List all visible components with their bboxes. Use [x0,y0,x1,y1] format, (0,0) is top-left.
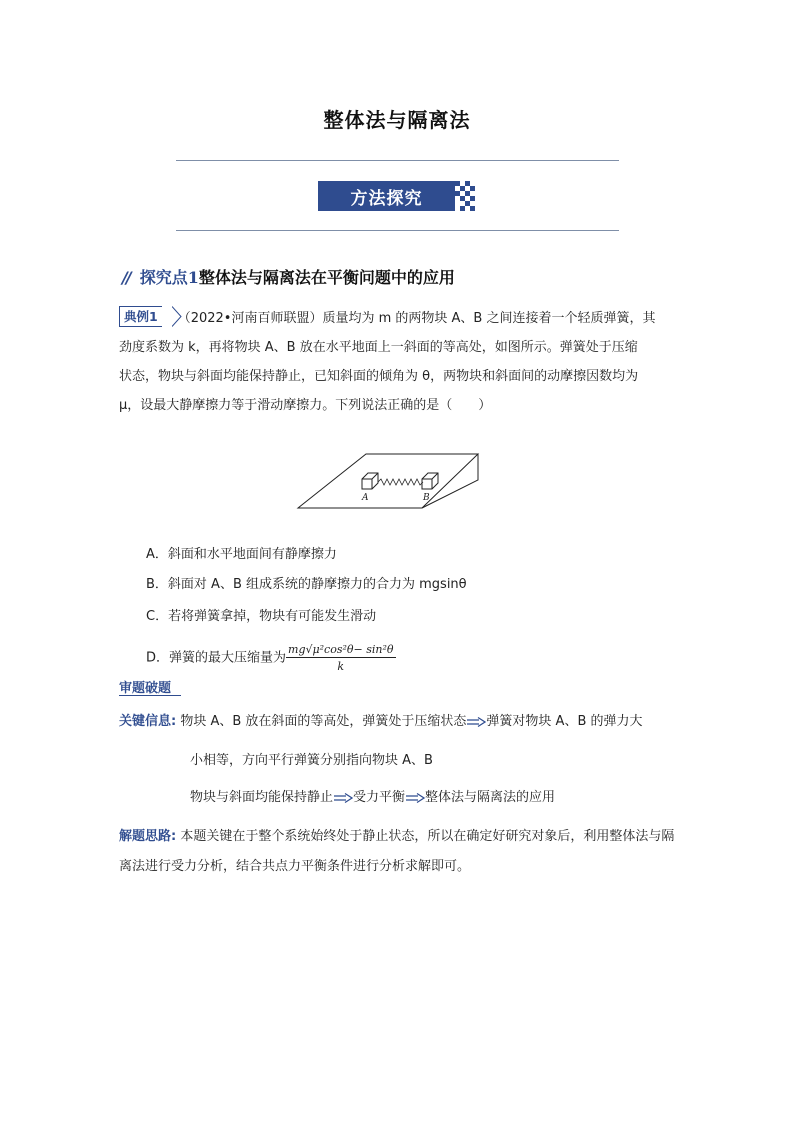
right-arrow-icon [466,717,486,727]
checker-pattern-icon [455,181,477,211]
key-info-part1: 物块 A、B 放在斜面的等高处，弹簧处于压缩状态 [176,714,467,729]
example-text-1: （2022•河南百师联盟）质量均为 m 的两物块 A、B 之间连接着一个轻质弹簧，其 [177,311,656,326]
example-line-3: 状态，物块与斜面均能保持静止，已知斜面的倾角为 θ，两物块和斜面间的动摩擦因数均为 [119,369,639,384]
bottom-divider [176,230,619,231]
section-heading [122,265,455,288]
option-a: A．斜面和水平地面间有静摩擦力 [146,547,337,562]
example-line-4: μ，设最大静摩擦力等于滑动摩擦力。下列说法正确的是（ ） [119,398,492,413]
fraction-denominator: k [337,660,345,673]
example-problem [119,304,677,420]
label-b: B [423,493,430,503]
review-underline [119,695,181,696]
method-banner: 方法探究 [318,181,455,211]
option-b: B．斜面对 A、B 组成系统的静摩擦力的合力为 mgsinθ [146,577,467,592]
example-tag [119,306,162,327]
spring [378,479,423,485]
example-tag-label: 典例1 [124,309,158,324]
solution-label: 解题思路: [119,829,177,844]
option-c: C．若将弹簧拿掉，物块有可能发生滑动 [146,609,377,624]
solution-paragraph [119,822,679,882]
section-prefix: 探究点1 [139,268,199,287]
fraction-numerator: mg√μ²cos²θ− sin²θ [288,643,394,656]
example-line-2: 劲度系数为 k，再将物块 A、B 放在水平地面上一斜面的等高处，如图所示。弹簧处于压缩 [119,340,638,355]
review-heading: 审题破题 [119,681,172,696]
double-slash-icon: // [122,268,130,287]
example-line-1 [119,304,677,333]
key-info-label: 关键信息: [119,714,177,729]
right-arrow-icon [405,793,425,803]
option-d [146,643,396,673]
key-info-line2: 小相等，方向平行弹簧分别指向物块 A、B [190,753,433,768]
key-info-line3 [190,786,555,805]
key-info [119,712,679,732]
key-info-line3-b: 受力平衡 [353,790,406,805]
key-info-line3-c: 整体法与隔离法的应用 [425,790,556,805]
right-arrow-icon [333,793,353,803]
section-title: 整体法与隔离法在平衡问题中的应用 [198,268,455,287]
solution-text: 本题关键在于整个系统始终处于静止状态，所以在确定好研究对象后，利用整体法与隔离法进行受力分析，结合共点力平衡条件进行分析求解即可。 [119,829,675,874]
key-info-line3-a: 物块与斜面均能保持静止 [190,790,334,805]
top-divider [176,160,619,161]
incline-figure [296,446,482,526]
option-d-fraction [286,643,396,673]
block-a [362,473,378,489]
label-a: A [362,493,369,503]
key-info-part2: 弹簧对物块 A、B 的弹力大 [486,714,643,729]
block-b [422,473,438,489]
page-title: 整体法与隔离法 [323,108,471,132]
option-d-prefix: D．弹簧的最大压缩量为 [146,650,287,666]
